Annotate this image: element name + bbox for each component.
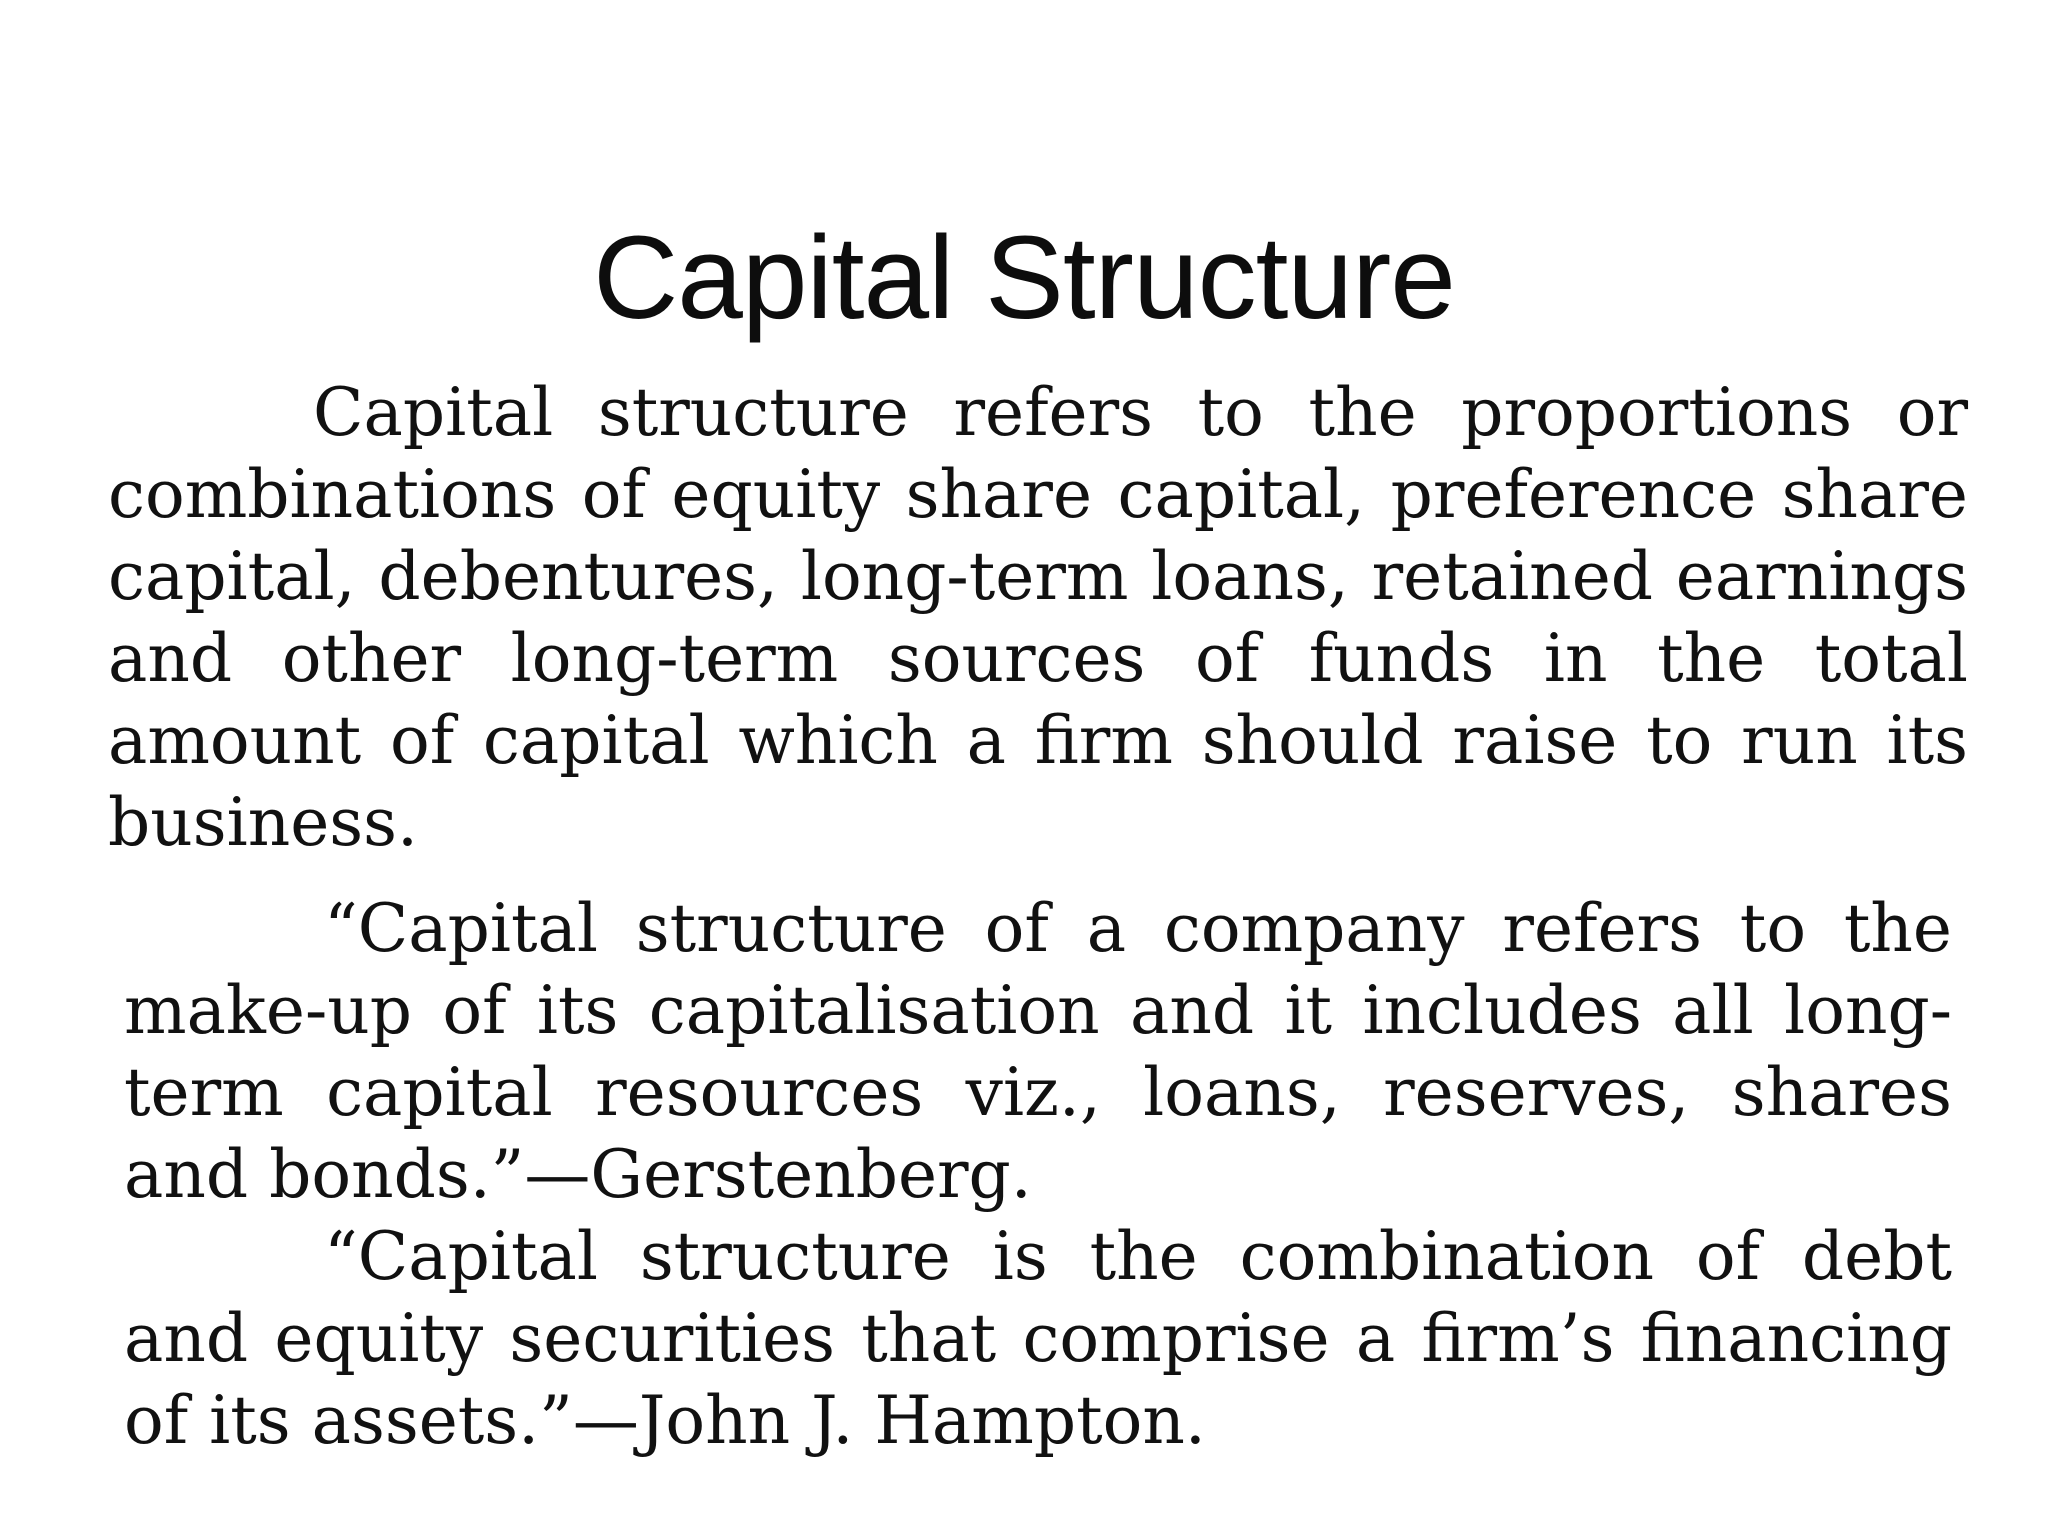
gerstenberg-quote: “Capital structure of a company refers to the make-up of its capitalisation and it includes all long-term capital resources viz., loans, reserves, shares and bonds.”—Gerstenberg.	[124, 890, 1952, 1213]
hampton-quote: “Capital structure is the combination of debt and equity securities that comprise a firm’s financing of its assets.”—John J. Hampton.	[124, 1218, 1952, 1459]
definition-paragraph: Capital structure refers to the proportions or combinations of equity share capital, preference share capital, debentures, long-term loans, retained earnings and other long-term sources of funds in the total amount of capital which a firm should raise to run its business.	[108, 374, 1968, 861]
slide-title: Capital Structure	[593, 212, 1455, 344]
